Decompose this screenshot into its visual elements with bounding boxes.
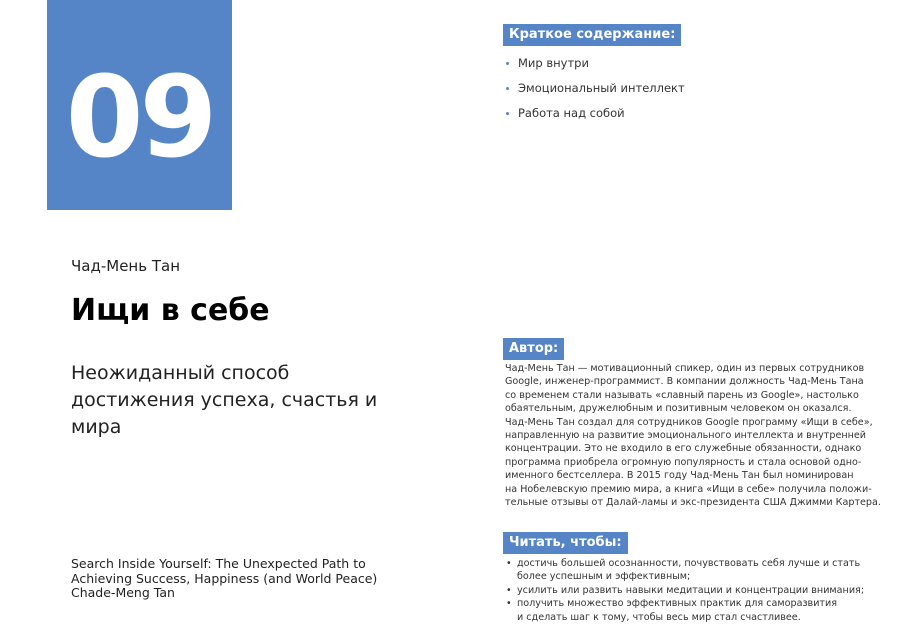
bio-line: обаятельным, дружелюбным и позитивным человеком он оказался. <box>505 403 852 415</box>
summary-list <box>505 56 685 131</box>
read-to-item-line: • получить множество эффективных практик для саморазвития <box>517 598 838 610</box>
chapter-number-block <box>47 0 232 210</box>
bio-line: именного бестселлера. В 2015 году Чад-Мень Тан был номинирован <box>505 470 854 482</box>
book-author: Чад-Мень Тан <box>71 257 181 275</box>
bio-line: концентрации. Это не входило в его служебные обязанности, однако <box>505 443 862 455</box>
read-to-item-line: и сделать шаг к тому, чтобы весь мир стал счастливее. <box>517 611 801 623</box>
read-to-item <box>505 557 864 584</box>
author-bio <box>505 362 881 509</box>
read-to-item <box>505 597 864 624</box>
bio-line: Чад-Мень Тан создал для сотрудников Google программу «Ищи в себе», <box>505 416 873 428</box>
bio-line: направленную на развитие эмоционального интеллекта и внутренней <box>505 430 867 442</box>
read-to-item-line: • усилить или развить навыки медитации и концентрации внимания; <box>517 584 865 596</box>
original-title-line: Search Inside Yourself: The Unexpected Path to <box>71 556 366 571</box>
bio-line: Google, инженер-программист. В компании должность Чад-Мень Тана <box>505 376 864 388</box>
summary-label: Краткое содержание: <box>503 24 681 46</box>
bio-line: со временем стали называть «славный парень из Google», настолько <box>505 389 859 401</box>
original-title-block <box>71 557 401 601</box>
bio-line: Чад-Мень Тан — мотивационный спикер, один из первых сотрудников <box>505 363 865 374</box>
book-title: Ищи в себе <box>71 293 270 328</box>
read-to-item-line: более успешным и эффективным; <box>517 571 691 583</box>
read-to-item <box>505 584 864 597</box>
summary-item: Работа над собой <box>505 106 685 131</box>
summary-item: Мир внутри <box>505 56 685 81</box>
bio-line: программа приобрела огромную популярность и стала основой одно- <box>505 456 862 468</box>
book-subtitle: Неожиданный способ достижения успеха, счастья и мира <box>71 362 378 438</box>
author-label: Автор: <box>503 338 564 360</box>
summary-item: Эмоциональный интеллект <box>505 81 685 106</box>
original-title-line: Achieving Success, Happiness (and World Peace) <box>71 570 378 586</box>
read-to-list <box>505 557 864 624</box>
chapter-number: 09 <box>65 53 214 183</box>
original-author: Chade-Meng Tan <box>71 585 175 600</box>
read-to-label: Читать, чтобы: <box>503 532 628 554</box>
bio-line: на Нобелевскую премию мира, а книга «Ищи в себе» получила положи- <box>505 483 872 495</box>
bio-line: тельные отзывы от Далай-ламы и экс-президента США Джимми Картера. <box>505 497 881 509</box>
read-to-item-line: • достичь большей осознанности, почувствовать себя лучше и стать <box>517 558 861 569</box>
